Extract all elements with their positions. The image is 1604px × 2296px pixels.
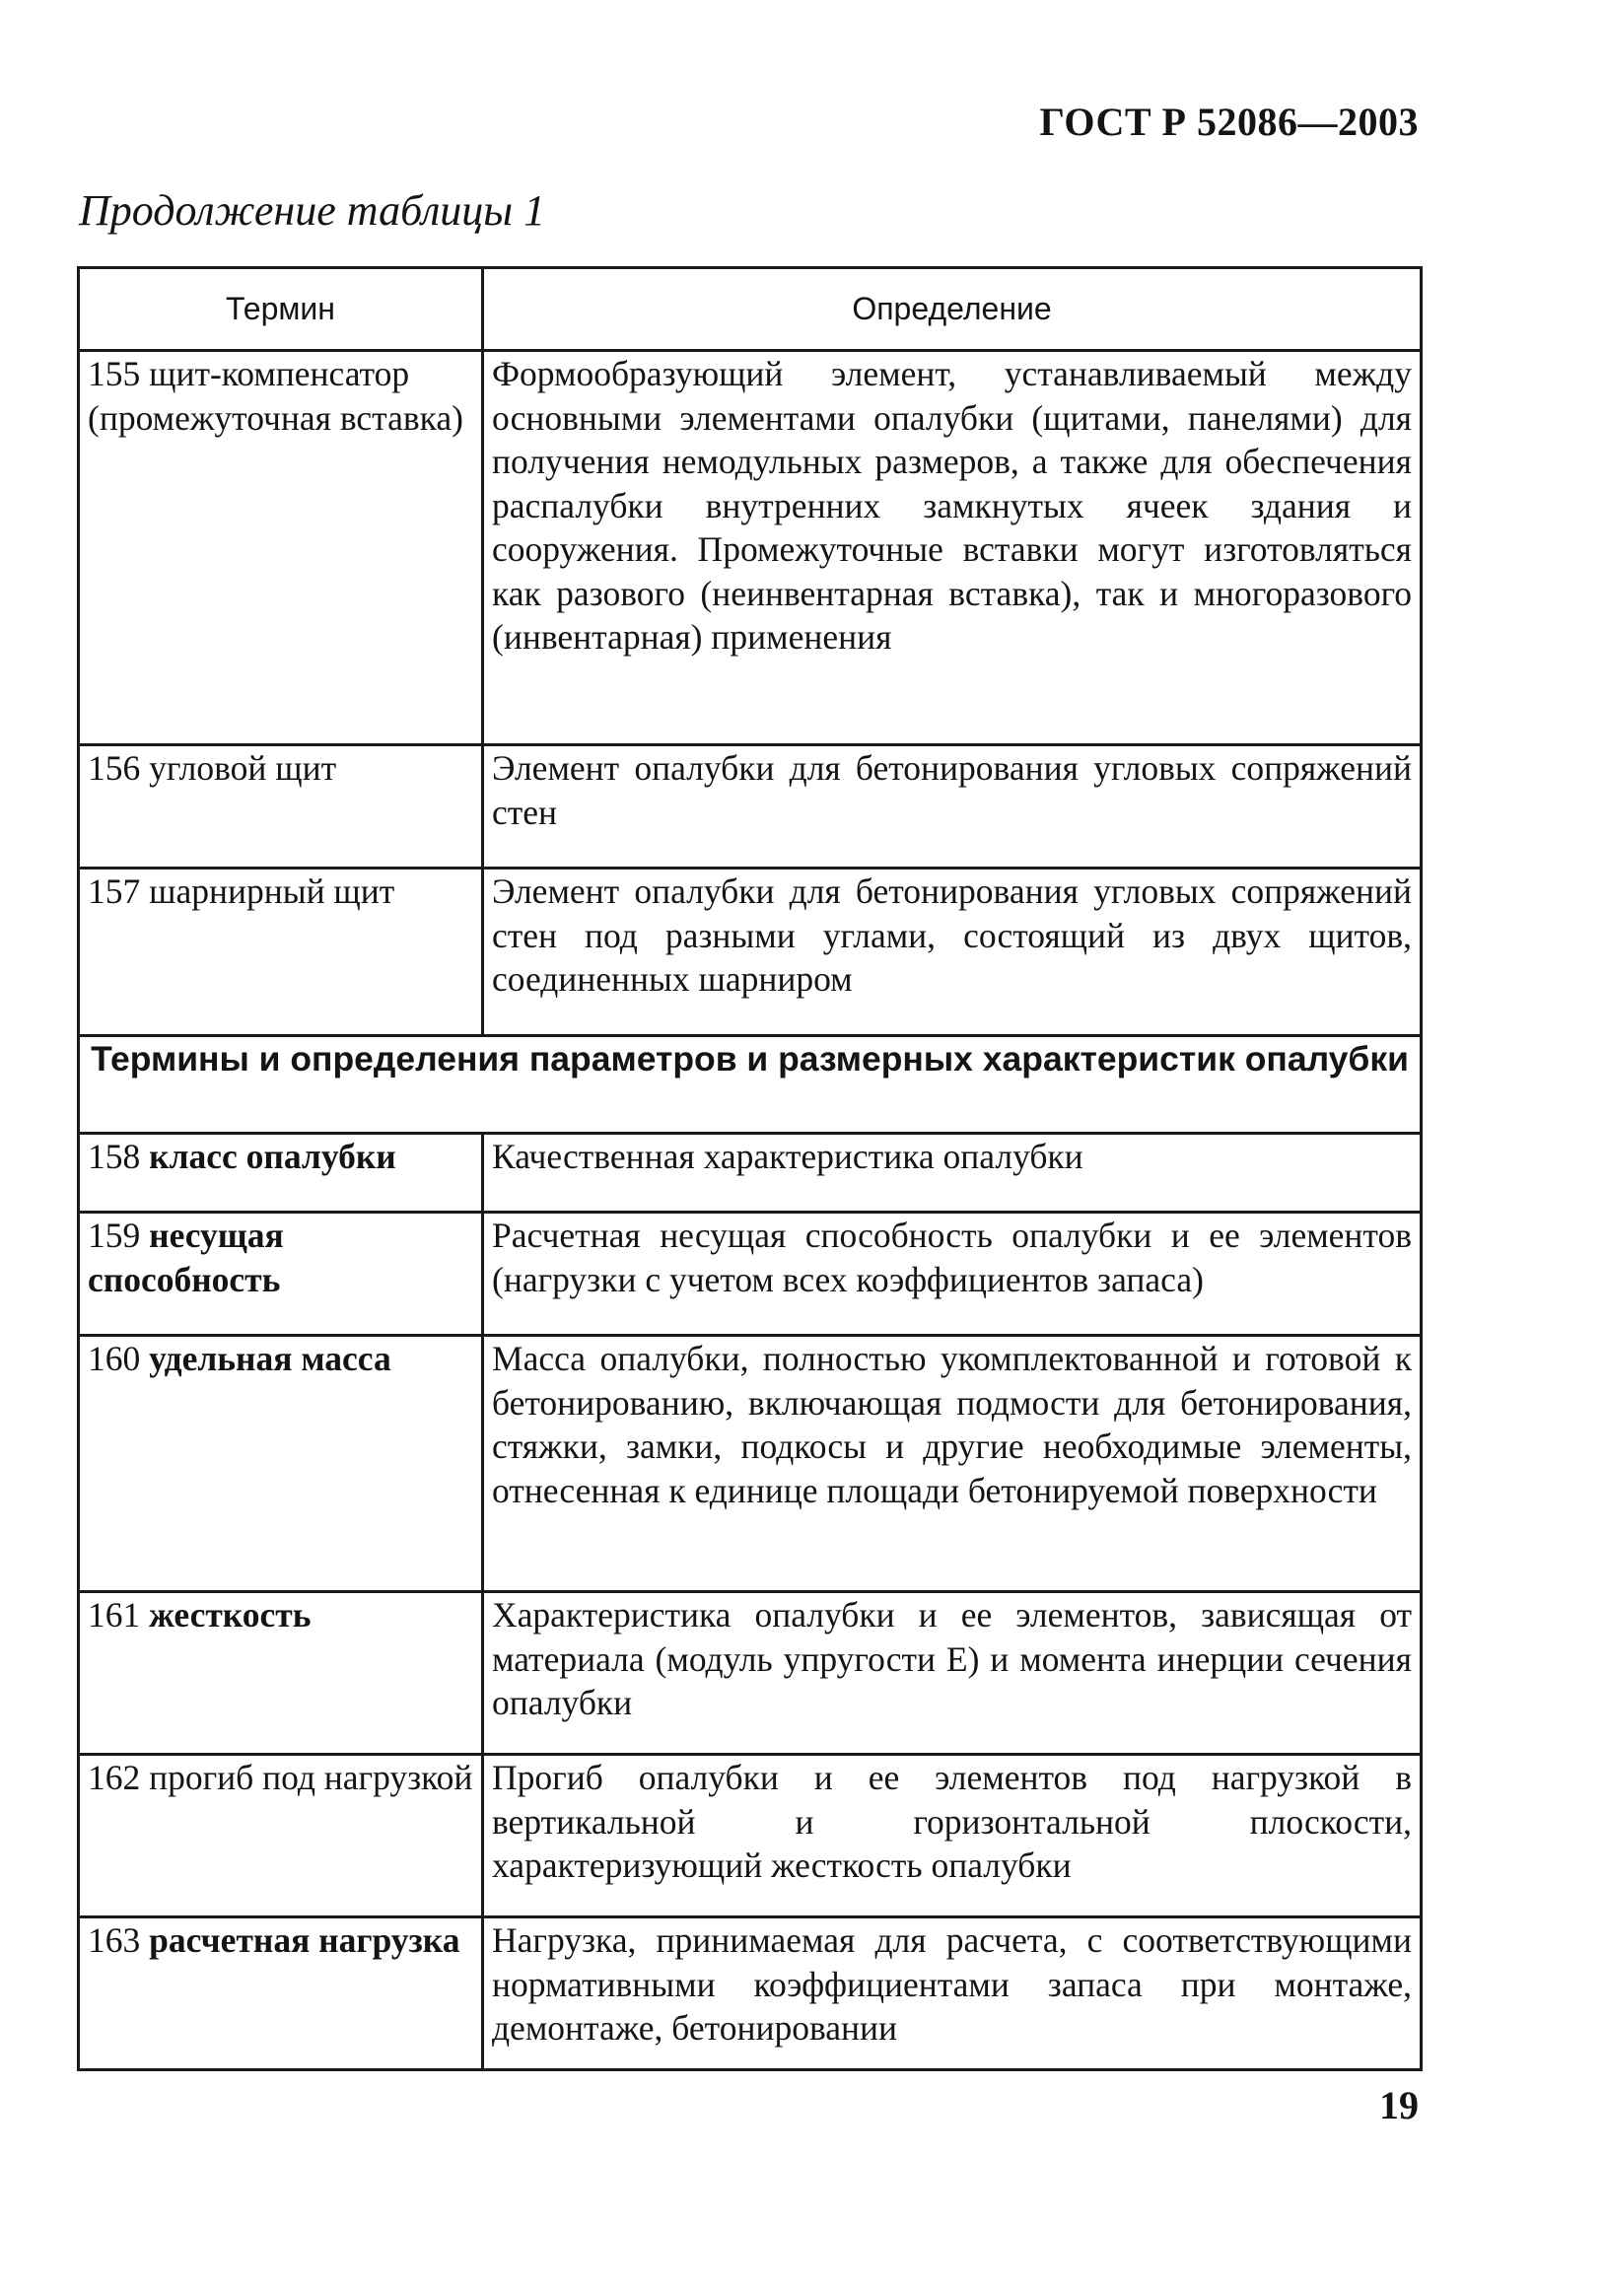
term-cell <box>79 869 483 1036</box>
table-row <box>79 1134 1422 1213</box>
section-heading: Термины и определения параметров и размерных характеристик опалубки <box>79 1036 1422 1134</box>
term-text: жесткость <box>149 1595 312 1635</box>
table-row <box>79 1592 1422 1755</box>
term-text: шарнирный щит <box>149 871 395 911</box>
definition-cell: Формообразующий элемент, устанавливаемый между основными элементами опалубки (щитами, панелями) для получения немодульных размеров, а также для обеспечения распалубки внутренних замкнутых ячеек здания и сооружения. Промежуточные вставки могут изготовляться как разового (неинвентарная вставка), так и многоразового (инвентарная) применения <box>483 351 1422 745</box>
term-number: 162 <box>88 1758 141 1797</box>
term-text: угловой щит <box>149 748 337 788</box>
term-number: 158 <box>88 1137 141 1176</box>
definition-cell: Масса опалубки, полностью укомплектованной и готовой к бетонированию, включающая подмости для бетонирования, стяжки, замки, подкосы и другие необходимые элементы, отнесенная к единице площади бетонируемой поверхности <box>483 1336 1422 1592</box>
table-row <box>79 1917 1422 2070</box>
definition-cell: Элемент опалубки для бетонирования угловых сопряжений стен <box>483 745 1422 869</box>
term-text: класс опалубки <box>149 1137 396 1176</box>
term-number: 156 <box>88 748 141 788</box>
term-number: 161 <box>88 1595 141 1635</box>
term-text: несущая способность <box>88 1216 284 1299</box>
term-cell <box>79 1134 483 1213</box>
table-row <box>79 1336 1422 1592</box>
section-row <box>79 1036 1422 1134</box>
column-header-term: Термин <box>79 268 483 351</box>
term-cell <box>79 1336 483 1592</box>
term-number: 160 <box>88 1339 141 1378</box>
definition-cell: Прогиб опалубки и ее элементов под нагрузкой в вертикальной и горизонтальной плоскости, характеризующий жесткость опалубки <box>483 1755 1422 1917</box>
standard-header: ГОСТ Р 52086—2003 <box>1039 100 1419 144</box>
definition-cell: Расчетная несущая способность опалубки и ее элементов (нагрузки с учетом всех коэффициентов запаса) <box>483 1213 1422 1336</box>
term-cell <box>79 1917 483 2070</box>
table-row <box>79 351 1422 745</box>
term-cell <box>79 745 483 869</box>
term-number: 157 <box>88 871 141 911</box>
term-number: 159 <box>88 1216 141 1255</box>
term-text: расчетная нагрузка <box>149 1920 460 1960</box>
term-cell <box>79 1592 483 1755</box>
term-number: 155 <box>88 354 141 393</box>
term-text: прогиб под нагрузкой <box>149 1758 473 1797</box>
table-row <box>79 1213 1422 1336</box>
terms-table-body <box>79 351 1422 2070</box>
term-cell <box>79 1213 483 1336</box>
page-number: 19 <box>1379 2083 1419 2127</box>
table-header-row <box>79 268 1422 351</box>
term-text: удельная масса <box>149 1339 391 1378</box>
table-row <box>79 745 1422 869</box>
definition-cell: Характеристика опалубки и ее элементов, зависящая от материала (модуль упругости Е) и момента инерции сечения опалубки <box>483 1592 1422 1755</box>
definition-cell: Элемент опалубки для бетонирования угловых сопряжений стен под разными углами, состоящий из двух щитов, соединенных шарниром <box>483 869 1422 1036</box>
term-cell <box>79 1755 483 1917</box>
definition-cell: Нагрузка, принимаемая для расчета, с соответствующими нормативными коэффициентами запаса при монтаже, демонтаже, бетонировании <box>483 1917 1422 2070</box>
table-caption: Продолжение таблицы 1 <box>79 186 546 235</box>
table-row <box>79 869 1422 1036</box>
table-row <box>79 1755 1422 1917</box>
terms-table <box>77 266 1423 2071</box>
term-number: 163 <box>88 1920 141 1960</box>
definition-cell: Качественная характеристика опалубки <box>483 1134 1422 1213</box>
column-header-definition: Определение <box>483 268 1422 351</box>
term-cell <box>79 351 483 745</box>
term-text: щит-компенсатор (промежуточная вставка) <box>88 354 463 438</box>
